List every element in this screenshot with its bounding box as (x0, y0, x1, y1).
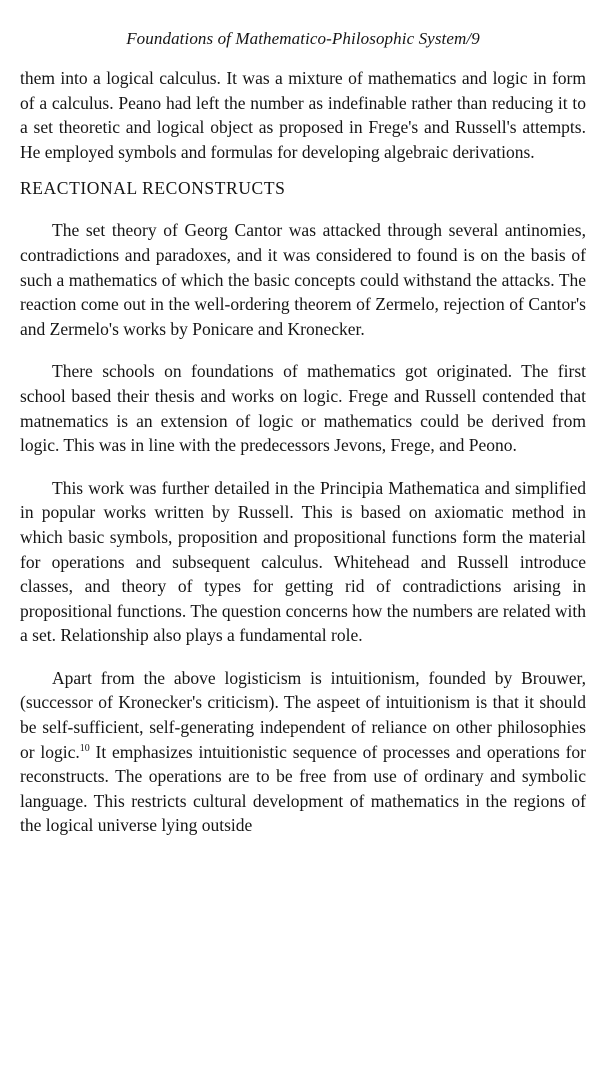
footnote-reference: 10 (79, 742, 90, 754)
paragraph-intuitionism-text-1: Apart from the above logisticism is intuitionism, founded by Brouwer, (successor of Kronecker's criticism). The aspeet of intuitionism is that it should be self-sufficient, self-generating independent of reliance on other philosophies or logic. (20, 667, 586, 762)
running-head: Foundations of Mathematico-Philosophic System/9 (126, 29, 480, 48)
paragraph-intuitionism (20, 666, 586, 838)
paragraph-schools: There schools on foundations of mathematics got originated. The first school based their thesis and works on logic. Frege and Russell contended that matnematics is an extension of logic or mathematics could be derived from logic. This was in line with the predecessors Jevons, Frege, and Peono. (20, 361, 586, 456)
section-heading: REACTIONAL RECONSTRUCTS (20, 178, 286, 199)
paragraph-principia: This work was further detailed in the Principia Mathematica and simplified in popular works written by Russell. This is based on axiomatic method in which basic symbols, proposition and propositional functions form the material for operations and subsequent calculus. Whitehead and Russell introduce classes, and theory of types for getting rid of contradictions arising in propositional functions. The question concerns how the numbers are related with a set. Relationship also plays a fundamental role. (20, 477, 586, 646)
paragraph-cantor: The set theory of Georg Cantor was attacked through several antinomies, contradictions and paradoxes, and it was considered to found is on the basis of such a mathematics of which the basic concepts could withstand the attacks. The reaction come out in the well-ordering theorem of Zermelo, rejection of Cantor's and Zermelo's works by Ponicare and Kronecker. (20, 220, 586, 339)
paragraph-intro: them into a logical calculus. It was a mixture of mathematics and logic in form of a calculus. Peano had left the number as indefinable rather than reducing it to a set theoretic and logical object as proposed in Frege's and Russell's attempts. He employed symbols and formulas for developing algebraic derivations. (20, 68, 586, 162)
paragraph-intuitionism-text-2: It emphasizes intuitionistic sequence of processes and operations for reconstructs. The operations are to be free from use of ordinary and symbolic language. This restricts cultural development of mathematics in the regions of the logical universe lying outside (20, 741, 586, 836)
